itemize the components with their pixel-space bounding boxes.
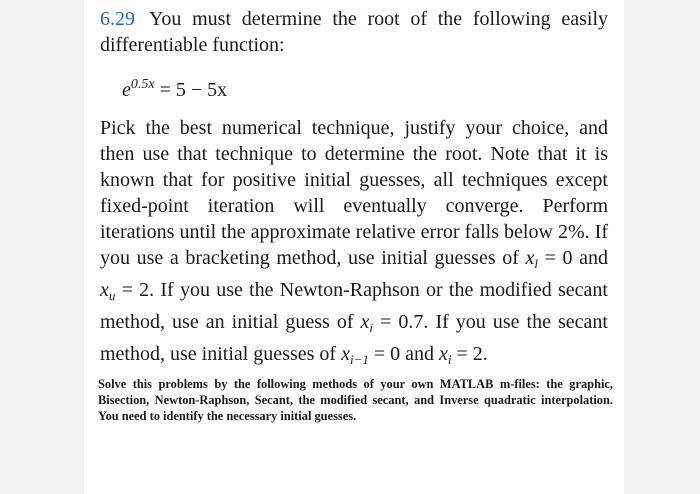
xu-subscript: u — [108, 288, 116, 303]
xi2-value: = 2. — [451, 343, 488, 365]
xi2-symbol: x — [439, 343, 448, 365]
xim1-subscript: i−1 — [349, 352, 369, 367]
problem-intro-text: You must determine the root of the following easily differentiable function: — [100, 8, 609, 56]
equation-rhs: = 5 − 5x — [159, 79, 228, 101]
xi-symbol: x — [360, 311, 370, 333]
xl-symbol: x — [525, 247, 535, 269]
equation — [122, 70, 608, 105]
problem-body-text: Pick the best numerical technique, justify your choice, and then use that technique to determine the root. Note that it is known that for positive initial guesses, all techniques except fixed-point iteration will eventually converge. Perform iterations until the approximate relative error falls below 2%. If you use a bracketing method, use initial guesses of — [100, 117, 608, 269]
equation-base: e — [122, 79, 131, 101]
xi-value: = 0.7. If you use the secant method, use initial guesses of — [100, 311, 608, 365]
xl-value: = 0 and — [538, 247, 608, 269]
problem-number: 6.29 — [100, 8, 135, 30]
xi-subscript: i — [369, 320, 374, 335]
problem-block — [100, 6, 608, 373]
xim1-symbol: x — [341, 343, 350, 365]
xu-symbol: x — [100, 279, 109, 301]
xl-subscript: l — [534, 256, 539, 271]
instructions-text: Solve this problems by the following methods of your own MATLAB m-files: the graphic, Bisection, Newton-Raphson, Secant, the modified secant, and Inverse quadratic interpolation. You need to identify the necessary initial guesses. — [98, 377, 613, 423]
xim1-value: = 0 and — [368, 343, 440, 365]
problem-body — [100, 115, 608, 373]
xu-value: = 2. If you use the Newton-Raphson or the modified secant method, use an initial guess of — [100, 279, 608, 333]
xi2-subscript: i — [447, 352, 452, 367]
equation-exponent: 0.5x — [130, 77, 155, 92]
problem-intro — [100, 6, 608, 58]
